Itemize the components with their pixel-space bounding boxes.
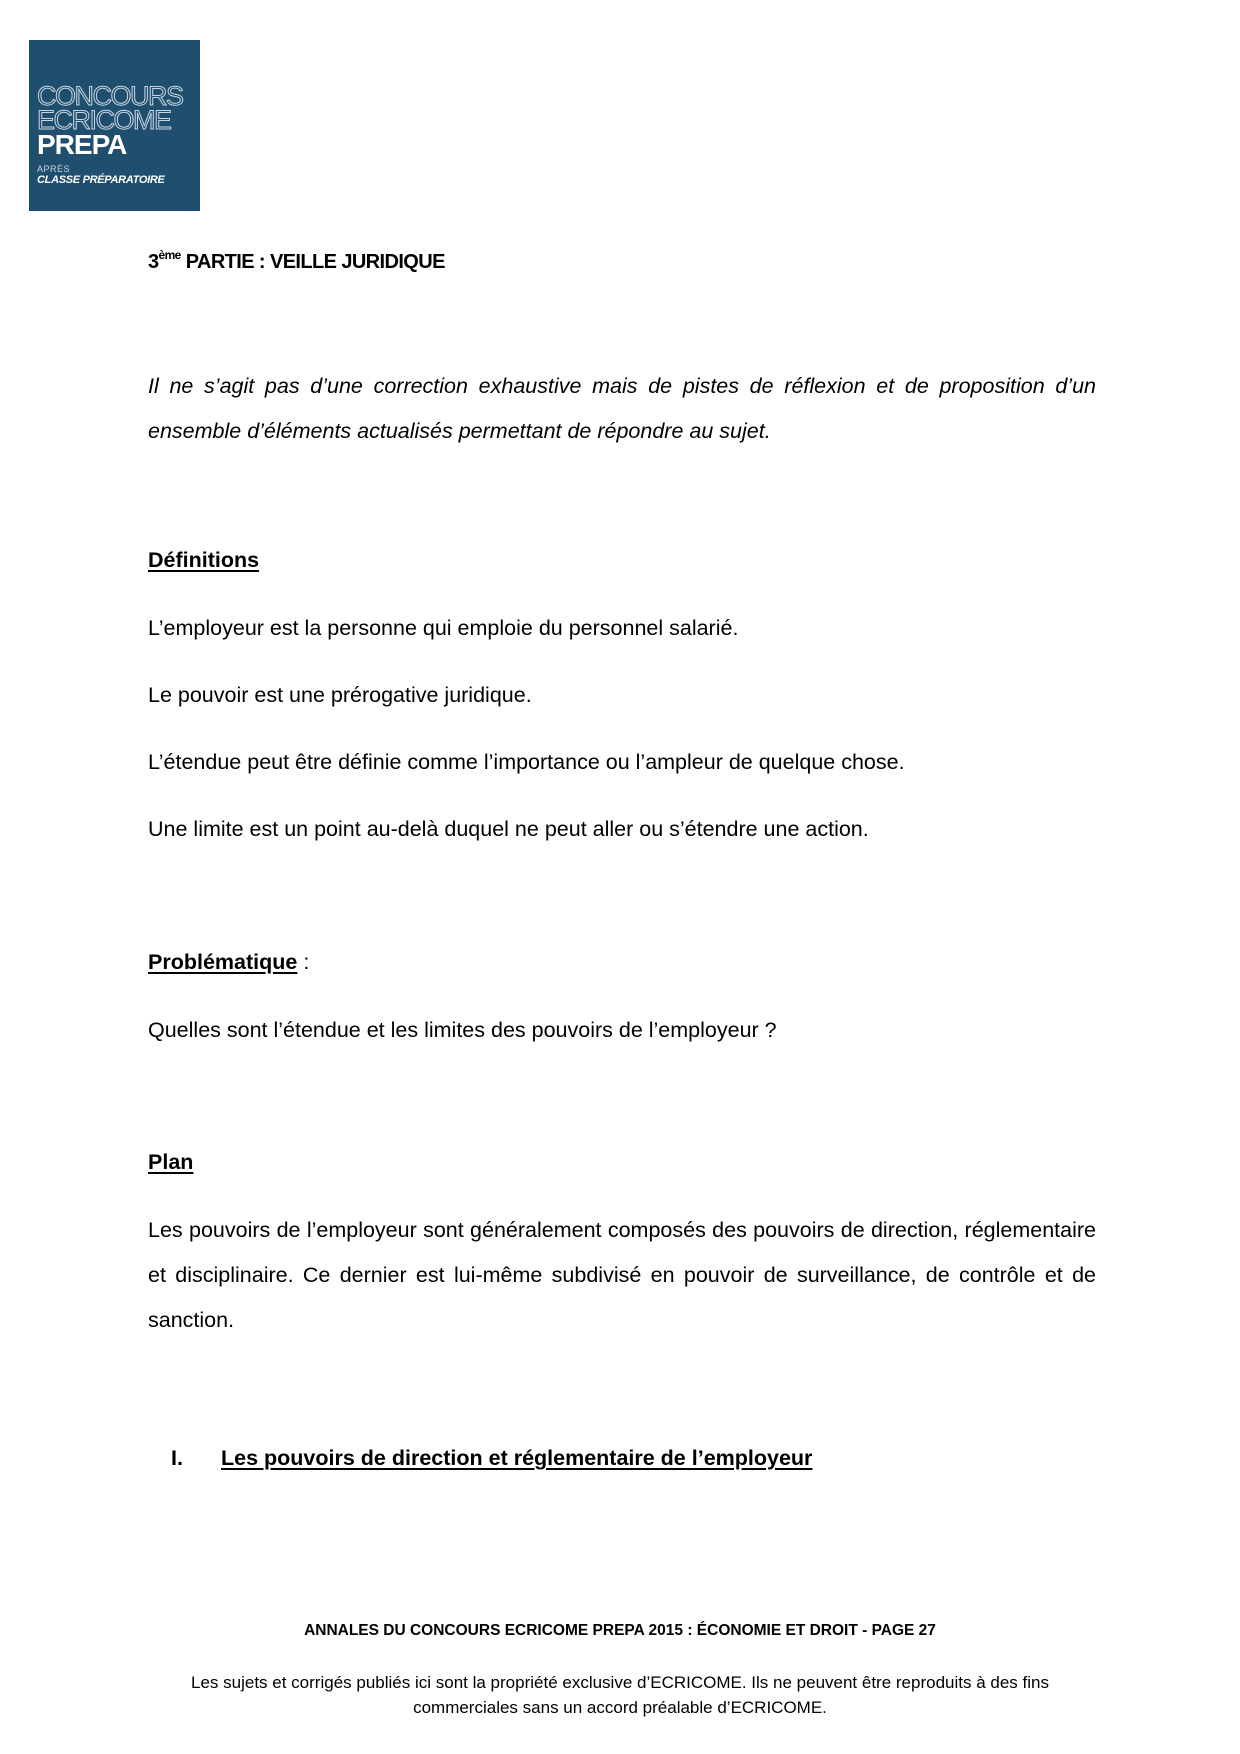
definition-pouvoir: Le pouvoir est une prérogative juridique. — [148, 683, 532, 707]
definition-limite: Une limite est un point au-delà duquel ne peut aller ou s’étendre une action. — [148, 817, 869, 841]
ecricome-logo — [29, 40, 200, 211]
logo-line-concours: CONCOURS — [37, 81, 183, 111]
definitions-heading: Définitions — [148, 548, 260, 572]
intro-note: Il ne s’agit pas d’une correction exhaustive mais de pistes de réflexion et de proposition d’un ensemble d’éléments actualisés permettant de répondre au sujet. — [148, 374, 1096, 443]
part-number: 3 — [148, 251, 159, 273]
footer-title: ANNALES DU CONCOURS ECRICOME PREPA 2015 : ÉCONOMIE ET DROIT - PAGE 27 — [304, 1622, 936, 1639]
plan-text: Les pouvoirs de l’employeur sont généralement composés des pouvoirs de direction, réglementaire et disciplinaire. Ce dernier est lui-même subdivisé en pouvoir de surveillance, de contrôle et de sanction. — [148, 1218, 1096, 1332]
part-title-text: PARTIE : VEILLE JURIDIQUE — [185, 251, 445, 273]
definition-employeur: L’employeur est la personne qui emploie du personnel salarié. — [148, 616, 739, 640]
logo-line-ecricome: ECRICOME — [37, 105, 171, 135]
section-number: I. — [171, 1446, 183, 1470]
logo-line-prepa: PREPA — [37, 129, 127, 160]
footer-note: Les sujets et corrigés publiés ici sont la propriété exclusive d’ECRICOME. Ils ne peuvent être reproduits à des fins commerciales sans un accord préalable d’ECRICOME. — [191, 1673, 1049, 1717]
section-title: Les pouvoirs de direction et réglementaire de l’employeur — [221, 1446, 813, 1470]
problematique-colon: : — [297, 950, 310, 974]
logo-line-apres: APRÈS — [37, 164, 71, 174]
logo-line-classe: CLASSE PRÉPARATOIRE — [37, 174, 165, 186]
part-number-suffix: ème — [158, 248, 181, 262]
problematique-heading-row — [148, 950, 309, 975]
problematique-text: Quelles sont l’étendue et les limites des pouvoirs de l’employeur ? — [148, 1018, 777, 1042]
plan-heading: Plan — [148, 1150, 194, 1174]
problematique-heading: Problématique — [148, 950, 298, 974]
part-title — [148, 248, 445, 274]
definition-etendue: L’étendue peut être définie comme l’importance ou l’ampleur de quelque chose. — [148, 750, 905, 774]
